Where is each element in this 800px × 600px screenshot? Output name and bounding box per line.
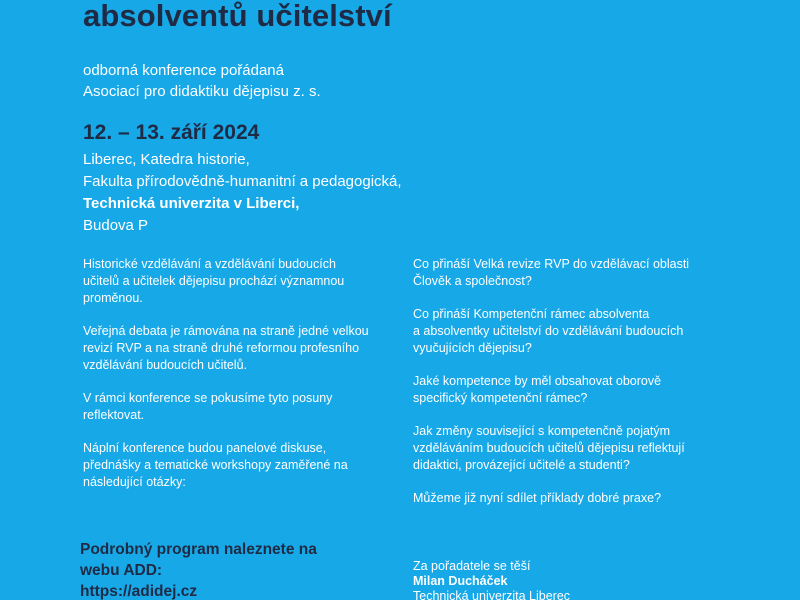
question-line: vyučujících dějepisu? [413, 341, 532, 355]
intro-paragraph-line: Veřejná debata je rámována na straně jedné velkou [83, 324, 369, 338]
intro-paragraph-line: reflektovat. [83, 408, 145, 422]
intro-paragraph-line: revizí RVP a na straně druhé reformou profesního [83, 341, 360, 355]
question-line: didaktici, provázející učitelé a studenti? [413, 458, 630, 472]
question-line: Člověk a společnost? [413, 274, 532, 288]
subtitle-line: odborná konference pořádaná [83, 62, 284, 79]
program-info [80, 539, 317, 600]
question-line: Jaké kompetence by měl obsahovat oborově [413, 374, 662, 388]
poster-title: absolventů učitelství [83, 0, 392, 33]
question [413, 306, 723, 357]
subtitle-line: Asociací pro didaktiku dějepisu z. s. [83, 83, 321, 100]
event-date: 12. – 13. září 2024 [83, 121, 260, 144]
intro-paragraph [83, 440, 383, 491]
question [413, 423, 723, 474]
organizer-intro: Za pořadatele se těší [413, 559, 531, 573]
intro-paragraph-line: přednášky a tematické workshopy zaměřené na [83, 458, 348, 472]
intro-paragraph-line: proměnou. [83, 291, 143, 305]
questions-column [413, 256, 723, 523]
question [413, 256, 723, 290]
question-line: Můžeme již nyní sdílet příklady dobré praxe? [413, 491, 662, 505]
intro-paragraph-line: učitelů a učitelek dějepisu prochází významnou [83, 274, 345, 288]
intro-paragraph-line: následující otázky: [83, 475, 186, 489]
intro-paragraph-line: V rámci konference se pokusíme tyto posuny [83, 391, 333, 405]
intro-paragraph-line: Náplní konference budou panelové diskuse, [83, 441, 327, 455]
intro-column [83, 256, 383, 507]
venue-line: Fakulta přírodovědně-humanitní a pedagogická, [83, 173, 402, 190]
venue-line: Budova P [83, 217, 149, 234]
question-line: Jak změny související s kompetenčně pojatým [413, 424, 671, 438]
program-line: webu ADD: [80, 562, 163, 579]
intro-paragraph-line: vzdělávání budoucích učitelů. [83, 358, 247, 372]
question-line: Co přináší Velká revize RVP do vzdělávací oblasti [413, 257, 690, 271]
program-website-link[interactable]: https://adidej.cz [80, 583, 198, 600]
intro-paragraph [83, 323, 383, 374]
organizer-name: Milan Ducháček [413, 574, 508, 588]
intro-paragraph [83, 390, 383, 424]
question-line: a absolventky učitelství do vzdělávání budoucích [413, 324, 684, 338]
program-line: Podrobný program naleznete na [80, 541, 317, 558]
poster-subtitle [83, 60, 321, 102]
organizer-info [413, 559, 570, 600]
organizer-affiliation: Technická univerzita Liberec [413, 589, 571, 600]
question-line: specifický kompetenční rámec? [413, 391, 588, 405]
event-venue [83, 149, 402, 237]
question-line: Co přináší Kompetenční rámec absolventa [413, 307, 650, 321]
intro-paragraph [83, 256, 383, 307]
question [413, 373, 723, 407]
question [413, 490, 723, 507]
intro-paragraph-line: Historické vzdělávání a vzdělávání budoucích [83, 257, 336, 271]
question-line: vzděláváním budoucích učitelů dějepisu reflektují [413, 441, 685, 455]
venue-line-university: Technická univerzita v Liberci, [83, 195, 300, 212]
venue-line: Liberec, Katedra historie, [83, 151, 250, 168]
